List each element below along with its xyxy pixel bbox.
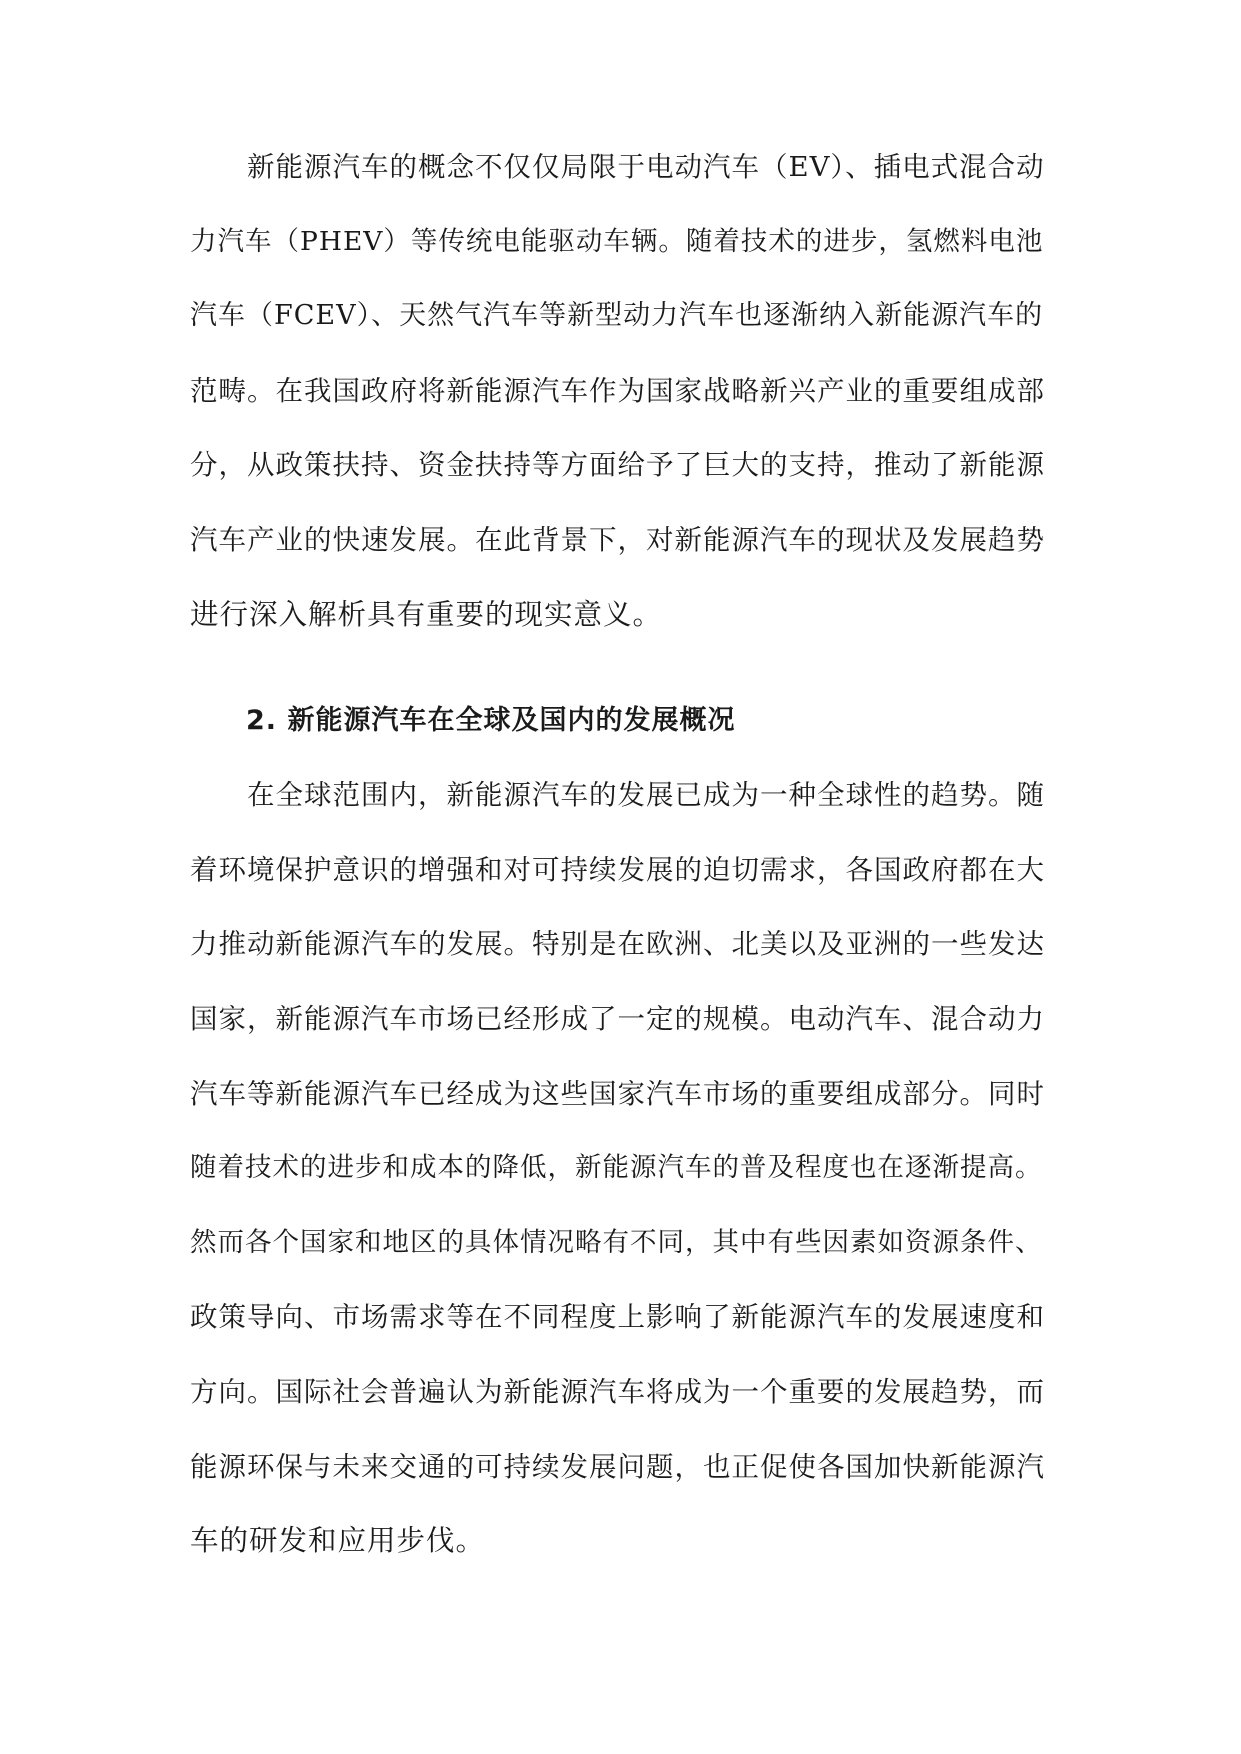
paragraph-line: 力汽车（PHEV）等传统电能驱动车辆。随着技术的进步，氢燃料电池	[190, 225, 1044, 257]
paragraph-line: 政策导向、市场需求等在不同程度上影响了新能源汽车的发展速度和	[190, 1301, 1045, 1334]
paragraph-line: 随着技术的进步和成本的降低，新能源汽车的普及程度也在逐渐提高。	[190, 1152, 1043, 1184]
paragraph-line: 汽车等新能源汽车已经成为这些国家汽车市场的重要组成部分。同时	[190, 1077, 1045, 1110]
paragraph-line: 新能源汽车的概念不仅仅局限于电动汽车（EV）、插电式混合动	[247, 151, 1045, 183]
paragraph-line: 车的研发和应用步伐。	[190, 1524, 486, 1558]
paragraph-line: 方向。国际社会普遍认为新能源汽车将成为一个重要的发展趋势，而	[190, 1375, 1045, 1408]
paragraph-global-development	[190, 776, 1052, 1597]
paragraph-line: 进行深入解析具有重要的现实意义。	[190, 597, 663, 631]
paragraph-line: 汽车（FCEV）、天然气汽车等新型动力汽车也逐渐纳入新能源汽车的	[190, 300, 1044, 332]
paragraph-line: 然而各个国家和地区的具体情况略有不同，其中有些因素如资源条件、	[190, 1226, 1043, 1258]
paragraph-line: 国家，新能源汽车市场已经形成了一定的规模。电动汽车、混合动力	[190, 1002, 1045, 1035]
paragraph-ev-concept	[190, 148, 1052, 670]
paragraph-line: 在全球范围内，新能源汽车的发展已成为一种全球性的趋势。随	[247, 779, 1045, 812]
paragraph-line: 分，从政策扶持、资金扶持等方面给予了巨大的支持，推动了新能源	[190, 449, 1045, 482]
paragraph-line: 汽车产业的快速发展。在此背景下，对新能源汽车的现状及发展趋势	[190, 523, 1045, 556]
paragraph-line: 着环境保护意识的增强和对可持续发展的迫切需求，各国政府都在大	[190, 853, 1045, 886]
document-body	[190, 148, 1052, 1597]
paragraph-line: 范畴。在我国政府将新能源汽车作为国家战略新兴产业的重要组成部	[190, 374, 1045, 407]
paragraph-line: 力推动新能源汽车的发展。特别是在欧洲、北美以及亚洲的一些发达	[190, 928, 1045, 961]
section-heading: 2. 新能源汽车在全球及国内的发展概况	[246, 705, 736, 737]
section-spacer	[190, 670, 1052, 696]
paragraph-line: 能源环保与未来交通的可持续发展问题，也正促使各国加快新能源汽	[190, 1450, 1045, 1483]
